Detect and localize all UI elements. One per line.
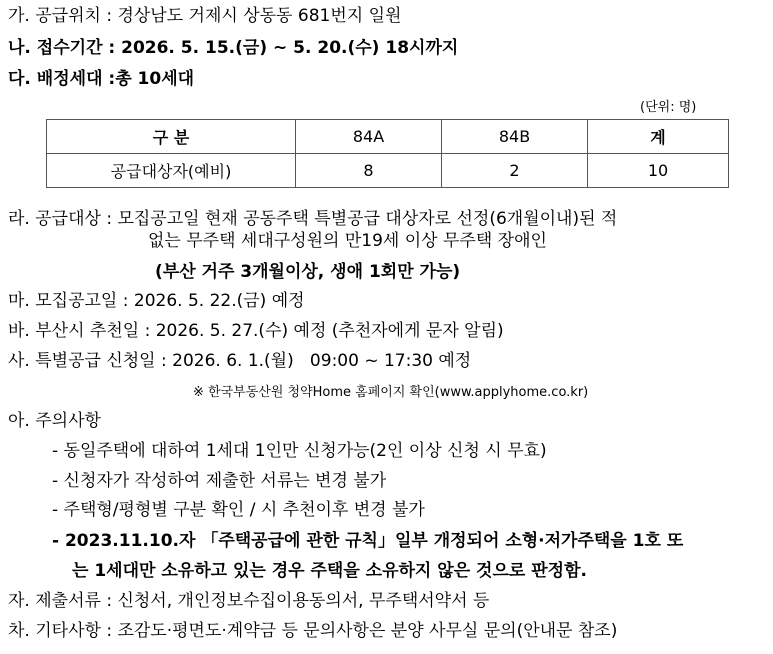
note-item: - 동일주택에 대하여 1세대 1인만 신청가능(2인 이상 신청 시 무효) [52,441,547,461]
note-item: - 주택형/평형별 구분 확인 / 시 추천이후 변경 불가 [52,500,425,520]
note-item-bold-line2: 는 1세대만 소유하고 있는 경우 주택을 소유하지 않은 것으로 판정함. [72,561,587,581]
note-item-bold-line1: - 2023.11.10.자 「주택공급에 관한 규칙」일부 개정되어 소형·저가주택을 1호 또 [52,531,684,551]
table-cell: 10 [588,154,729,188]
item-allocation: 다. 배정세대 :총 10세대 [8,69,195,89]
item-special-supply-date: 사. 특별공급 신청일 : 2026. 6. 1.(월) 09:00 ~ 17:30 예정 [8,351,472,371]
item-location: 가. 공급위치 : 경상남도 거제시 상동동 681번지 일원 [8,6,402,26]
item-application-period: 나. 접수기간 : 2026. 5. 15.(금) ~ 5. 20.(수) 18시까지 [8,38,459,58]
table-row [47,154,729,188]
note-item: - 신청자가 작성하여 제출한 서류는 변경 불가 [52,471,387,491]
table-header-row [47,120,729,154]
table-header-cell: 구 분 [47,120,296,154]
table-cell: 2 [442,154,588,188]
table-cell: 공급대상자(예비) [47,154,296,188]
item-target-line2: 없는 무주택 세대구성원의 만19세 이상 무주택 장애인 [148,231,547,251]
item-announcement-date: 마. 모집공고일 : 2026. 5. 22.(금) 예정 [8,291,305,311]
item-target-line3: (부산 거주 3개월이상, 생애 1회만 가능) [155,262,461,282]
table-header-cell: 84A [296,120,442,154]
item-documents: 자. 제출서류 : 신청서, 개인정보수집이용동의서, 무주택서약서 등 [8,591,490,611]
table-header-cell: 계 [588,120,729,154]
allocation-table [46,119,729,188]
item-other: 차. 기타사항 : 조감도·평면도·계약금 등 문의사항은 분양 사무실 문의(안내문 참조) [8,621,618,641]
applyhome-note: ※ 한국부동산원 청약Home 홈페이지 확인(www.applyhome.co.kr) [193,385,589,400]
item-target-line1: 라. 공급대상 : 모집공고일 현재 공동주택 특별공급 대상자로 선정(6개월이내)된 적 [8,209,618,229]
item-notes-heading: 아. 주의사항 [8,411,101,431]
table-header-cell: 84B [442,120,588,154]
unit-label: (단위: 명) [640,100,697,115]
table-cell: 8 [296,154,442,188]
item-recommendation-date: 바. 부산시 추천일 : 2026. 5. 27.(수) 예정 (추천자에게 문자 알림) [8,321,504,341]
